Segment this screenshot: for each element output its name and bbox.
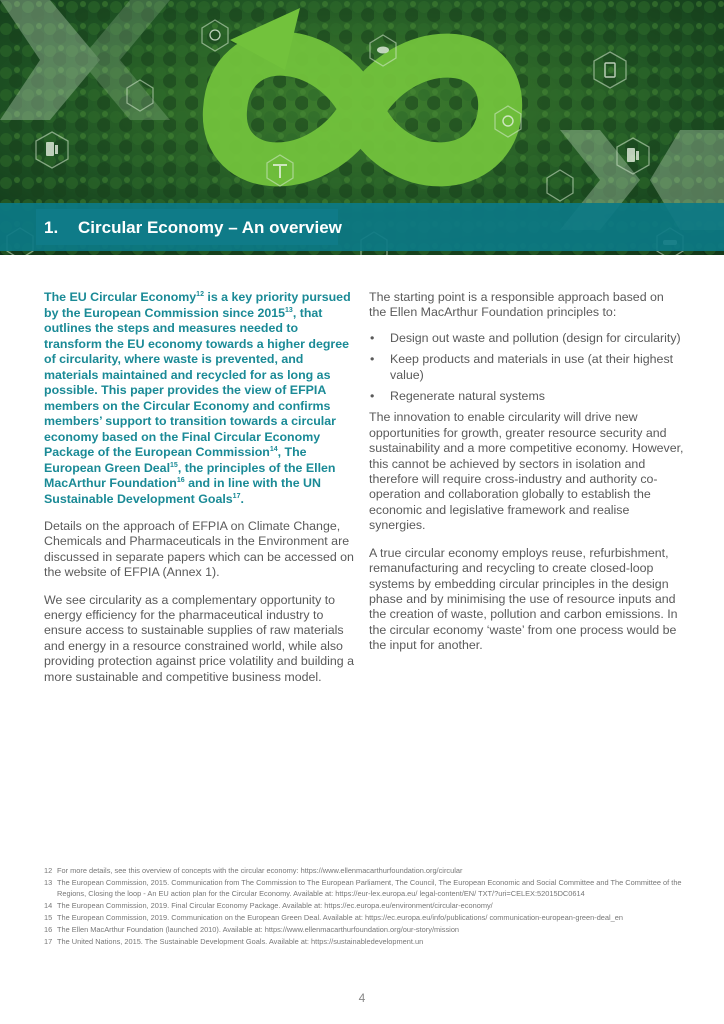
footnote-text: For more details, see this overview of concepts with the circular economy: https://www.ellenmacarthurfoundation.org/circular bbox=[57, 866, 463, 875]
lead-text: and in line with the UN Sustainable Development Goals bbox=[44, 476, 321, 506]
footnote-text: The European Commission, 2019. Final Circular Economy Package. Available at: https://ec.europa.eu/environment/circular-economy/ bbox=[57, 900, 493, 910]
lead-text: The EU Circular Economy bbox=[44, 290, 197, 304]
footnote-number: 14 bbox=[44, 900, 53, 910]
lead-paragraph bbox=[44, 290, 354, 507]
body-paragraph: The starting point is a responsible approach based on the Ellen MacArthur Foundation principles to: bbox=[369, 290, 664, 320]
list-item-text: Keep products and materials in use (at their highest value) bbox=[390, 352, 674, 382]
lead-text: . bbox=[240, 491, 244, 506]
lead-text: , The European Green Deal bbox=[44, 445, 307, 475]
lead-text: , the principles of the Ellen MacArthur Foundation bbox=[44, 460, 336, 490]
list-item-text: Design out waste and pollution (design for circularity) bbox=[390, 330, 681, 345]
footnote bbox=[44, 913, 694, 924]
footnotes bbox=[44, 866, 694, 949]
leaf-icon bbox=[377, 47, 389, 54]
footnote-number: 16 bbox=[44, 924, 53, 934]
list-item bbox=[369, 331, 684, 346]
lead-text: is a key priority pursued by the European Commission since 2015 bbox=[44, 290, 351, 320]
footnote bbox=[44, 878, 694, 899]
list-item bbox=[369, 389, 684, 404]
body-paragraph: Details on the approach of EFPIA on Climate Change, Chemicals and Pharmaceuticals in the Environment are discussed in separate papers which can be accessed on the website of EFPIA (Annex 1). bbox=[44, 519, 354, 580]
section-title: Circular Economy – An overview bbox=[78, 218, 342, 237]
body-paragraph: A true circular economy employs reuse, refurbishment, remanufacturing and recycling to create closed-loop systems by embedding circular principles in the design phase and by minimising the use of resource inputs and the creation of waste, pollution and carbon emissions. In the circular economy ‘waste’ from one process would be the input for another. bbox=[369, 545, 678, 653]
footnote-number: 13 bbox=[44, 877, 53, 887]
body-paragraph: The innovation to enable circularity will drive new opportunities for growth, greater resource security and sustainability and a more competitive economy. However, this cannot be achieved by sectors in isolation and therefore will require cross-industry and authority co-operation and collaboration globally to establish the economic and legislative framework and realise synergies. bbox=[369, 410, 684, 533]
footnote-ref: 16 bbox=[176, 476, 185, 484]
principles-list bbox=[369, 331, 684, 405]
right-column bbox=[369, 290, 684, 666]
footnote bbox=[44, 866, 694, 877]
body-paragraph: We see circularity as a complementary opportunity to energy efficiency for the pharmaceutical industry to ensure access to sustainable supplies of raw materials and energy in a resource constrained world, while also providing protection against price volatility and building a more sustainable and competitive business model. bbox=[44, 592, 354, 684]
left-column bbox=[44, 290, 354, 697]
footnote-text: The Ellen MacArthur Foundation (launched 2010). Available at: https://www.ellenmacarthurfoundation.org/our-story/mission bbox=[57, 924, 460, 934]
page-number: 4 bbox=[358, 991, 366, 1005]
footnote-number: 12 bbox=[44, 866, 53, 875]
footnote bbox=[44, 937, 694, 948]
footnote-text: The European Commission, 2015. Communication from The Commission to The European Parliament, The Council, The European Economic and Social Committee and The Committee of the Regions, Closing the loop - An EU action plan for the Circular Economy. Available at: https://eur-lex.europa.eu/ legal-content/EN/ TXT/?uri=CELEX:52015DC0614 bbox=[57, 877, 682, 898]
section-heading bbox=[44, 218, 342, 238]
list-item bbox=[369, 352, 684, 383]
bullet-icon: • bbox=[370, 352, 375, 367]
footnote bbox=[44, 925, 694, 936]
section-number: 1. bbox=[44, 218, 59, 237]
bullet-icon: • bbox=[370, 389, 375, 404]
list-item-text: Regenerate natural systems bbox=[390, 389, 545, 404]
footnote bbox=[44, 901, 694, 912]
lead-text: , that outlines the steps and measures needed to transform the EU economy towards a higher degree of circularity, where waste is prevented, and materials maintained and recycled for as long as possible. This paper provides the view of EFPIA members on the Circular Economy and confirms members’ support to transition towards a circular economy based on the Final Circular Economy Package of the European Commission bbox=[44, 305, 350, 459]
footnote-ref: 17 bbox=[232, 492, 241, 500]
footnote-number: 15 bbox=[44, 912, 53, 922]
footnote-text: The United Nations, 2015. The Sustainable Development Goals. Available at: https://sustainabledevelopment.un bbox=[57, 936, 424, 946]
footnote-ref: 13 bbox=[285, 306, 293, 314]
footnote-ref: 14 bbox=[269, 445, 278, 453]
footnote-text: The European Commission, 2019. Communication on the European Green Deal. Available at: https://ec.europa.eu/info/publications/ communication-european-green-deal_en bbox=[57, 912, 624, 922]
footnote-number: 17 bbox=[44, 936, 53, 946]
footnote-ref: 15 bbox=[170, 461, 178, 469]
bullet-icon: • bbox=[370, 330, 375, 345]
footnote-ref: 12 bbox=[196, 290, 204, 298]
